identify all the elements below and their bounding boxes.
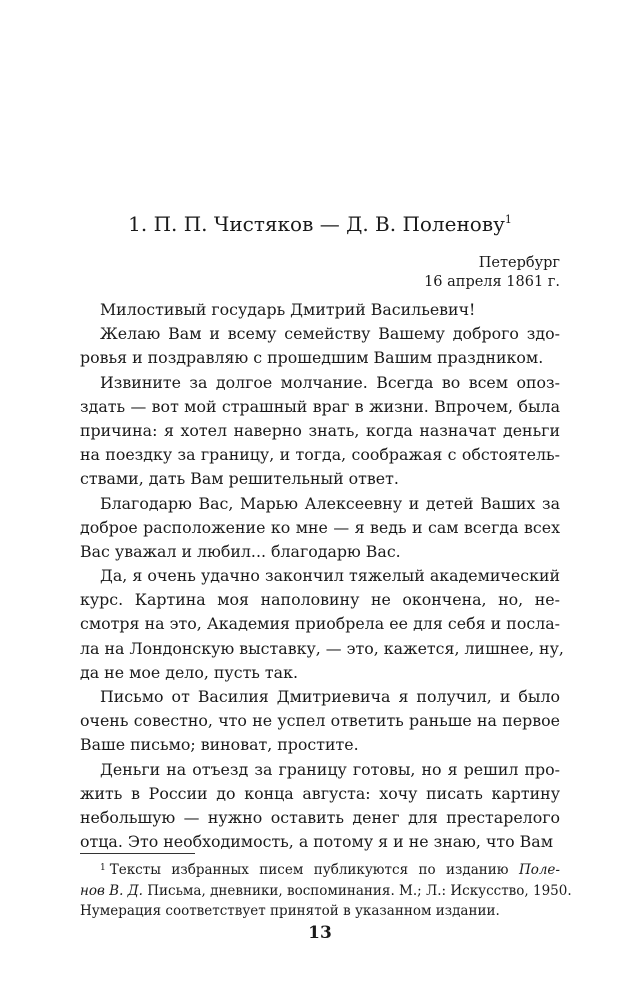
text-line: Да, я очень удачно закончил тяжелый академический: [100, 566, 560, 586]
dateline: [424, 254, 560, 292]
paragraph: [80, 322, 560, 370]
text-line: Деньги на отъезд за границу готовы, но я решил про-: [100, 759, 560, 779]
text-line: жить в России до конца августа: хочу писать картину: [80, 783, 560, 803]
text-line: Благодарю Вас, Марью Алексеевну и детей Ваших за: [100, 493, 560, 513]
letter-body: [80, 298, 564, 854]
footnote-line: [80, 881, 572, 902]
text-line: да не мое дело, пусть так.: [80, 662, 298, 682]
text-line: причина: я хотел наверно знать, когда назначат деньги: [80, 420, 560, 440]
footnote-divider: [80, 853, 195, 854]
text-line: небольшую — нужно оставить денег для престарелого: [80, 807, 560, 827]
footnote-text: Нумерация соответствует принятой в указанном издании.: [80, 903, 500, 919]
text-line: Милостивый государь Дмитрий Васильевич!: [100, 300, 476, 319]
text-line: Вас уважал и любил... благодарю Вас.: [80, 541, 401, 561]
text-line: отца. Это необходимость, а потому я и не знаю, что Вам: [80, 832, 553, 852]
text-line: курс. Картина моя наполовину не окончена, но, не-: [80, 590, 560, 610]
text-line: Извините за долгое молчание. Всегда во всем опоз-: [100, 372, 560, 392]
text-line: смотря на это, Академия приобрела ее для себя и посла-: [80, 614, 560, 634]
letter-title: 1. П. П. Чистяков — Д. В. Поленову: [128, 212, 505, 236]
paragraph: [80, 371, 560, 492]
paragraph: [80, 492, 560, 565]
letter-heading: [80, 210, 560, 238]
text-line: Письмо от Василия Дмитриевича я получил, и было: [100, 687, 560, 706]
text-line: Желаю Вам и всему семейству Вашему доброго здо-: [100, 324, 560, 344]
paragraph: [80, 564, 564, 685]
footnote-reference: 1: [504, 213, 512, 226]
text-line: ла на Лондонскую выставку, — это, кажется, лишнее, ну,: [80, 638, 564, 658]
text-line: очень совестно, что не успел ответить раньше на первое: [80, 711, 560, 731]
footnote-mark: 1: [100, 863, 106, 873]
paragraph: [80, 298, 560, 322]
footnote-line: [80, 860, 560, 881]
text-line: ствами, дать Вам решительный ответ.: [80, 469, 399, 489]
footnote-author: нов В. Д.: [80, 882, 143, 899]
book-page: [80, 0, 572, 1000]
text-line: доброе расположение ко мне — я ведь и сам всегда всех: [80, 517, 560, 537]
paragraph: [80, 685, 560, 758]
footnotes: [80, 860, 572, 922]
dateline-date: 16 апреля 1861 г.: [424, 274, 560, 290]
text-line: здать — вот мой страшный враг в жизни. Впрочем, была: [80, 396, 560, 416]
paragraph: [80, 758, 560, 855]
footnote-text: Тексты избранных писем публикуются по изданию: [109, 862, 509, 878]
text-line: Ваше письмо; виноват, простите.: [80, 735, 359, 755]
text-line: на поездку за границу, и тогда, соображая с обстоятель-: [80, 445, 560, 465]
text-line: ровья и поздравляю с прошедшим Вашим праздником.: [80, 348, 544, 368]
dateline-place: Петербург: [478, 255, 560, 271]
page-number: 13: [308, 923, 332, 943]
footnote-author: Поле-: [518, 862, 560, 878]
footnote-text: Письма, дневники, воспоминания. М.; Л.: Искусство, 1950.: [147, 882, 572, 899]
footnote-line: [80, 901, 560, 922]
